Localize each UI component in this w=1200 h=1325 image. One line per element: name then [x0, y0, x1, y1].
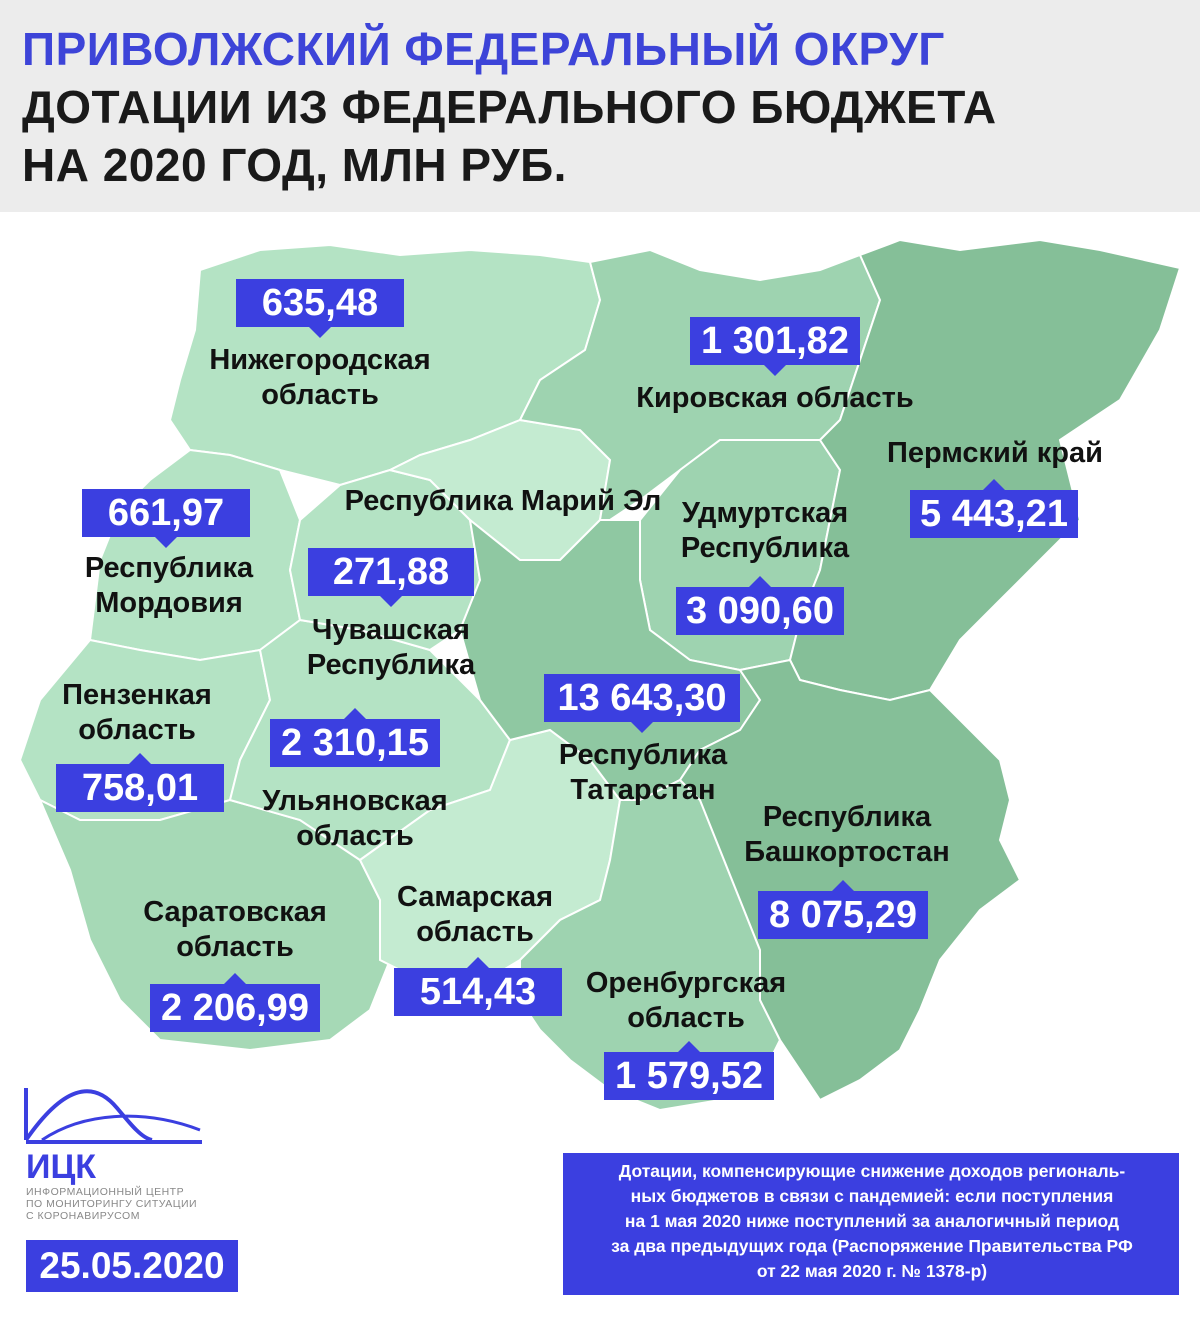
subtitle-line-2: НА 2020 ГОД, МЛН РУБ. [22, 139, 567, 191]
label-bashkortostan-line1: Республика [762, 801, 932, 833]
value-kirov: 1 301,82 [690, 317, 860, 365]
value-chuvash: 2 310,15 [270, 719, 440, 767]
label-ulyanovsk [252, 784, 458, 854]
footnote-box [563, 1153, 1179, 1295]
label-orenburg-line1: Оренбургская [585, 967, 787, 999]
subtitle-line-1: ДОТАЦИИ ИЗ ФЕДЕРАЛЬНОГО БЮДЖЕТА [22, 81, 997, 133]
label-udmurt-line2: Республика [680, 532, 850, 564]
label-mordovia [74, 551, 264, 621]
label-tatarstan-line1: Республика [558, 739, 728, 771]
label-samara-line1: Самарская [396, 881, 554, 913]
footnote-line3: на 1 мая 2020 ниже поступлений за аналогичный период [624, 1211, 1120, 1231]
label-ulyanovsk-line2: область [296, 820, 414, 852]
label-saratov-line1: Саратовская [143, 896, 327, 928]
label-nizhny-line2: область [261, 379, 379, 411]
label-tatarstan-line2: Татарстан [570, 774, 716, 806]
logo-subtitle-line2: ПО МОНИТОРИНГУ СИТУАЦИИ [26, 1198, 198, 1210]
label-penza-line1: Пензенкая [62, 679, 212, 711]
label-penza-line2: область [78, 714, 196, 746]
label-perm: Пермский край [887, 437, 1103, 469]
value-udmurt: 3 090,60 [676, 587, 844, 635]
header-band [0, 0, 1200, 212]
label-chuvash-line1: Чувашская [312, 614, 470, 646]
itsk-logo-icon [22, 1078, 222, 1148]
value-perm: 5 443,21 [910, 490, 1078, 538]
label-orenburg-line2: область [627, 1002, 745, 1034]
footnote-line2: ных бюджетов в связи с пандемией: если поступления [630, 1186, 1114, 1206]
district-title: ПРИВОЛЖСКИЙ ФЕДЕРАЛЬНЫЙ ОКРУГ [22, 23, 945, 75]
label-tatarstan [546, 738, 740, 808]
label-bashkortostan-line2: Башкортостан [744, 836, 950, 868]
footnote-line5: от 22 мая 2020 г. № 1378-р) [756, 1261, 988, 1281]
value-tatarstan: 13 643,30 [544, 674, 740, 722]
label-nizhny-line1: Нижегородская [209, 344, 431, 376]
value-orenburg: 1 579,52 [604, 1052, 774, 1100]
label-samara [382, 880, 568, 950]
value-nizhny: 635,48 [236, 279, 404, 327]
label-saratov [130, 895, 340, 965]
label-saratov-line2: область [176, 931, 294, 963]
label-bashkortostan [738, 800, 956, 870]
logo-subtitle [26, 1186, 236, 1222]
label-mari: Республика Марий Эл [344, 485, 662, 517]
label-udmurt [670, 496, 860, 566]
label-samara-line2: область [416, 916, 534, 948]
label-penza [44, 678, 230, 748]
date-badge: 25.05.2020 [26, 1240, 238, 1292]
label-chuvash [296, 613, 486, 683]
logo-subtitle-line3: С КОРОНАВИРУСОМ [26, 1210, 140, 1222]
label-chuvash-line2: Республика [306, 649, 476, 681]
logo-name: ИЦК [26, 1148, 97, 1186]
value-mordovia: 661,97 [82, 489, 250, 537]
label-nizhny [196, 343, 444, 413]
label-kirov: Кировская область [636, 382, 914, 414]
value-ulyanovsk: 514,43 [394, 968, 562, 1016]
footnote-line4: за два предыдущих года (Распоряжение Правительства РФ [611, 1236, 1133, 1256]
value-penza: 758,01 [56, 764, 224, 812]
value-mari: 271,88 [308, 548, 474, 596]
value-saratov: 2 206,99 [150, 984, 320, 1032]
label-mordovia-line1: Республика [84, 552, 254, 584]
value-bashkortostan: 8 075,29 [758, 891, 928, 939]
footnote-line1: Дотации, компенсирующие снижение доходов региональ- [618, 1161, 1126, 1181]
label-mordovia-line2: Мордовия [95, 587, 243, 619]
logo-subtitle-line1: ИНФОРМАЦИОННЫЙ ЦЕНТР [26, 1186, 185, 1198]
label-udmurt-line1: Удмуртская [681, 497, 849, 529]
label-ulyanovsk-line1: Ульяновская [262, 785, 448, 817]
label-orenburg [576, 966, 796, 1036]
